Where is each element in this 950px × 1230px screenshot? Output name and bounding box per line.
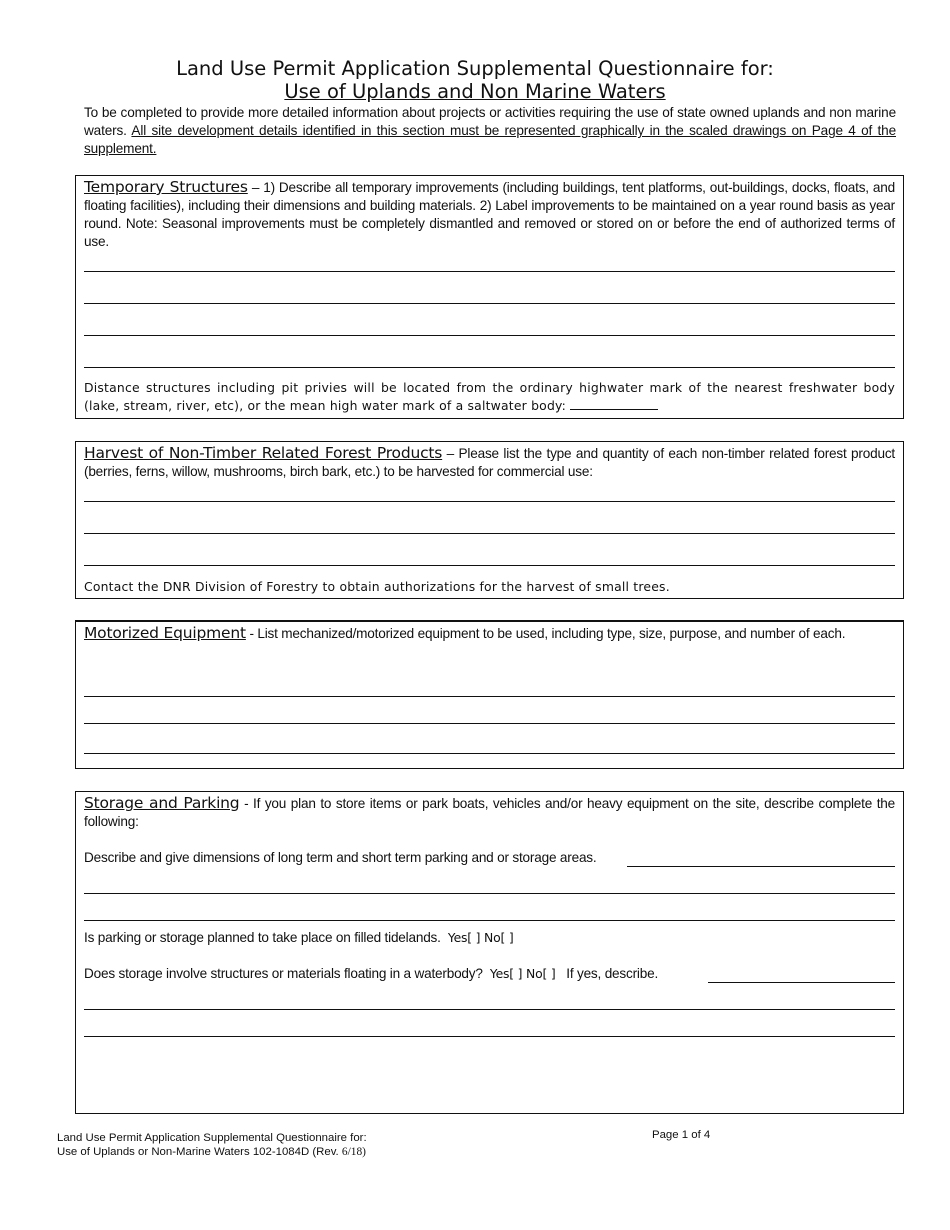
answer-line[interactable] — [84, 893, 895, 894]
storage-heading: Storage and Parking — [84, 794, 240, 812]
answer-line[interactable] — [627, 866, 895, 867]
motorized-description: Motorized Equipment - List mechanized/motorized equipment to be used, including type, size, purpose, and number of each. — [84, 624, 846, 642]
answer-line[interactable] — [84, 303, 895, 304]
answer-line[interactable] — [84, 271, 895, 272]
intro-underlined-text: All site development details identified in this section must be represented graphically in the scaled drawings on Page 4 of the supplement. — [84, 123, 896, 156]
answer-line[interactable] — [84, 565, 895, 566]
answer-line[interactable] — [84, 501, 895, 502]
temporary-structures-description: Temporary Structures – 1) Describe all temporary improvements (including buildings, tent platforms, out-buildings, docks, floats, and floating facilities), including their dimensions and building materials. 2) Label improvements to be maintained on a year round basis as year round. Note: Seasonal improvements must be completely dismantled and removed or stored on or before the end of authorized terms of use. — [84, 178, 895, 249]
storage-question-tidelands: Is parking or storage planned to take place on filled tidelands. Yes[ ] No[ ] — [84, 930, 514, 945]
answer-line[interactable] — [84, 1036, 895, 1037]
answer-line[interactable] — [84, 723, 895, 724]
answer-line[interactable] — [84, 696, 895, 697]
answer-line[interactable] — [84, 753, 895, 754]
harvest-description: Harvest of Non-Timber Related Forest Products – Please list the type and quantity of each non-timber related forest product (berries, ferns, willow, mushrooms, birch bark, etc.) to be harvested for commercial use: — [84, 444, 895, 479]
temporary-structures-section — [75, 175, 904, 419]
motorized-heading: Motorized Equipment — [84, 624, 246, 642]
tidelands-yes-no-checkboxes[interactable]: Yes[ ] No[ ] — [447, 930, 514, 945]
answer-line[interactable] — [84, 1009, 895, 1010]
form-title-line2: Use of Uplands and Non Marine Waters — [284, 80, 666, 103]
answer-line[interactable] — [708, 982, 895, 983]
distance-note: Distance structures including pit privies will be located from the ordinary highwater mark of the nearest freshwater body (lake, stream, river, etc), or the mean high water mark of a saltwater body: — [84, 380, 895, 413]
forestry-note: Contact the DNR Division of Forestry to obtain authorizations for the harvest of small trees. — [84, 579, 670, 594]
motorized-equipment-section — [75, 620, 904, 769]
form-title-line1: Land Use Permit Application Supplemental Questionnaire for: — [176, 57, 774, 80]
page-number: Page 1 of 4 — [652, 1129, 711, 1141]
temporary-structures-heading: Temporary Structures — [84, 178, 248, 196]
distance-blank[interactable] — [570, 397, 658, 410]
footer-form-title: Land Use Permit Application Supplemental Questionnaire for: — [57, 1132, 367, 1144]
storage-question-dimensions: Describe and give dimensions of long term and short term parking and or storage areas. — [84, 850, 597, 865]
answer-line[interactable] — [84, 335, 895, 336]
answer-line[interactable] — [84, 367, 895, 368]
harvest-section — [75, 441, 904, 599]
storage-parking-section — [75, 791, 904, 1114]
answer-line[interactable] — [84, 533, 895, 534]
intro-paragraph: To be completed to provide more detailed information about projects or activities requiring the use of state owned uplands and non marine waters. All site development details identified in this section must be represented graphically in the scaled drawings on Page 4 of the supplement. — [84, 105, 896, 156]
storage-question-floating: Does storage involve structures or materials floating in a waterbody? Yes[ ] No[ ] If yes, describe. — [84, 966, 659, 981]
floating-yes-no-checkboxes[interactable]: Yes[ ] No[ ] — [489, 966, 556, 981]
harvest-heading: Harvest of Non-Timber Related Forest Products — [84, 444, 443, 462]
storage-description: Storage and Parking - If you plan to store items or park boats, vehicles and/or heavy equipment on the site, describe complete the following: — [84, 794, 896, 829]
answer-line[interactable] — [84, 920, 895, 921]
footer-form-number: Use of Uplands or Non-Marine Waters 102-1084D (Rev. 6/18) — [57, 1146, 366, 1158]
